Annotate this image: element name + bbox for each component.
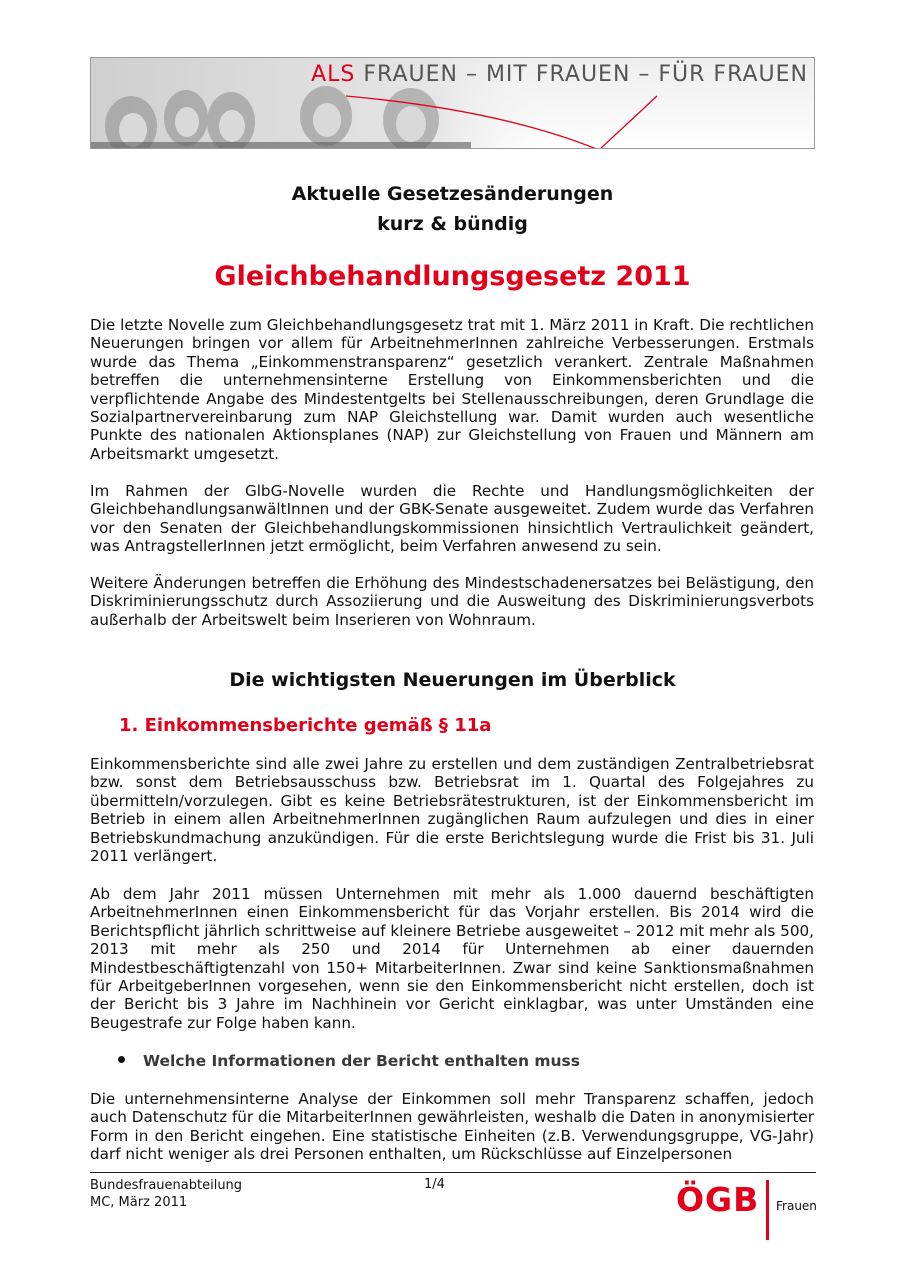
oegb-logo [676, 1180, 821, 1242]
doc-title-line1: Aktuelle Gesetzesänderungen [291, 183, 614, 205]
footer-department: Bundesfrauenabteilung [90, 1178, 243, 1193]
logo-text: ÖGB [676, 1180, 760, 1219]
slogan-part-als: ALS [311, 62, 356, 87]
page-number: 1/4 [424, 1177, 445, 1192]
logo-bar-icon [766, 1180, 769, 1240]
footer-date: MC, März 2011 [90, 1195, 188, 1210]
paragraph-intro: Die letzte Novelle zum Gleichbehandlungsgesetz trat mit 1. März 2011 in Kraft. Die rechtlichen Neuerungen bringen vor allem für ArbeitnehmerInnen zahlreiche Verbesserungen. Erstmals wurde das Thema „Einkommenstransparenz“ gesetzlich verankert. Zentrale Maßnahmen betreffen die unternehmensinterne Erstellung von Einkommensberichten und die verpflichtende Angabe des Mindestentgelts bei Stellenausschreibungen, deren Grundlage die Sozialpartnervereinbarung zum NAP Gleichstellung war. Damit wurden auch wesentliche Punkte des nationalen Aktionsplanes (NAP) zur Gleichstellung von Frauen und Männern am Arbeitsmarkt umgesetzt. [90, 316, 814, 463]
subsection-title: 1. Einkommensberichte gemäß § 11a [119, 715, 492, 736]
slogan-part-rest: FRAUEN – MIT FRAUEN – FÜR FRAUEN [355, 62, 808, 87]
paragraph-reports: Einkommensberichte sind alle zwei Jahre zu erstellen und dem zuständigen Zentralbetriebsrat bzw. sonst dem Betriebsausschuss bzw. Betriebsrat im 1. Quartal des Folgejahres zu übermitteln/vorzulegen. Gibt es keine Betriebsrätestrukturen, ist der Einkommensbericht im Betrieb in einem allen ArbeitnehmerInnen zugänglichen Raum aufzulegen und dies in einer Betriebskundmachung anzukündigen. Für die erste Berichtslegung wurde die Frist bis 31. Juli 2011 verlängert. [90, 755, 814, 866]
bullet-heading-text: Welche Informationen der Bericht enthalten muss [143, 1052, 581, 1070]
paragraph-obligation: Ab dem Jahr 2011 müssen Unternehmen mit mehr als 1.000 dauernd beschäftigten ArbeitnehmerInnen einen Einkommensbericht für das Vorjahr erstellen. Bis 2014 wird die Berichtspflicht jährlich schrittweise auf kleinere Betriebe ausgeweitet – 2012 mit mehr als 500, 2013 mit mehr als 250 und 2014 für Unternehmen ab einer dauernden Mindestbeschäftigtenzahl von 150+ MitarbeiterInnen. Zwar sind keine Sanktionsmaßnahmen für ArbeitgeberInnen vorgesehen, wenn sie den Einkommensbericht nicht erstellen, doch ist der Bericht bis 3 Jahre im Nachhinein vor Gericht einklagbar, was unter Umständen eine Beugestrafe zur Folge haben kann. [90, 885, 814, 1032]
paragraph-analysis: Die unternehmensinterne Analyse der Einkommen soll mehr Transparenz schaffen, jedoch auch Datenschutz für die MitarbeiterInnen gewährleisten, weshalb die Daten in anonymisierter Form in den Bericht eingehen. Eine statistische Einheiten (z.B. Verwendungsgruppe, VG-Jahr) darf nicht weniger als drei Personen enthalten, um Rückschlüsse auf Einzelpersonen [90, 1090, 814, 1164]
doc-title-line2: kurz & bündig [377, 213, 528, 235]
footer-divider [90, 1172, 816, 1173]
bullet-heading [118, 1052, 580, 1070]
section-title: Die wichtigsten Neuerungen im Überblick [229, 669, 676, 691]
paragraph-changes: Weitere Änderungen betreffen die Erhöhung des Mindestschadenersatzes bei Belästigung, den Diskriminierungsschutz durch Assoziierung und die Ausweitung des Diskriminierungsverbots außerhalb der Arbeitswelt beim Inserieren von Wohnraum. [90, 574, 814, 629]
bullet-icon [118, 1056, 125, 1063]
main-title: Gleichbehandlungsgesetz 2011 [214, 261, 691, 292]
banner-slogan [311, 62, 808, 87]
footer-info [90, 1177, 242, 1211]
paragraph-rights: Im Rahmen der GlbG-Novelle wurden die Rechte und Handlungsmöglichkeiten der GleichbehandlungsanwältInnen und der GBK-Senate ausgeweitet. Zudem wurde das Verfahren vor den Senaten der Gleichbehandlungskommissionen hinsichtlich Vertraulichkeit geändert, was AntragstellerInnen jetzt ermöglicht, beim Verfahren anwesend zu sein. [90, 482, 814, 556]
header-banner [90, 57, 815, 149]
logo-subtitle: Frauen [776, 1199, 817, 1213]
